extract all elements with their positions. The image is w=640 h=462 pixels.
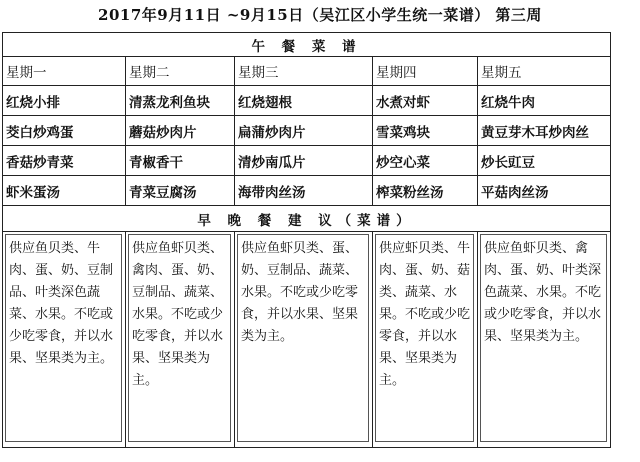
advice-text: 供应鱼贝类、牛肉、蛋、奶、豆制品、叶类深色蔬菜、水果。不吃或少吃零食，并以水果、坚果类为主。 <box>5 234 122 442</box>
advice-text: 供应鱼虾贝类、禽肉、蛋、奶、豆制品、蔬菜、水果。不吃或少吃零食，并以水果、坚果类为主。 <box>128 234 231 442</box>
dish-cell: 榨菜粉丝汤 <box>373 176 478 206</box>
breakfast-dinner-heading: 早 晚 餐 建 议（菜谱） <box>3 206 611 232</box>
advice-cell <box>126 232 235 448</box>
day-header-fri: 星期五 <box>478 57 611 86</box>
dish-cell: 虾米蛋汤 <box>3 176 126 206</box>
dish-cell: 蘑菇炒肉片 <box>126 116 235 146</box>
dish-cell: 炒长豇豆 <box>478 146 611 176</box>
dish-cell: 红烧小排 <box>3 86 126 116</box>
dish-cell: 茭白炒鸡蛋 <box>3 116 126 146</box>
menu-row <box>3 86 611 116</box>
advice-cell <box>478 232 611 448</box>
lunch-heading: 午 餐 菜 谱 <box>3 33 611 57</box>
menu-table <box>2 32 611 448</box>
menu-row <box>3 116 611 146</box>
advice-text: 供应虾贝类、牛肉、蛋、奶、菇类、蔬菜、水果。不吃或少吃零食，并以水果、坚果类为主。 <box>375 234 474 442</box>
day-header-wed: 星期三 <box>235 57 373 86</box>
dish-cell: 红烧牛肉 <box>478 86 611 116</box>
dish-cell: 红烧翅根 <box>235 86 373 116</box>
dish-cell: 水煮对虾 <box>373 86 478 116</box>
dish-cell: 青椒香干 <box>126 146 235 176</box>
advice-cell <box>235 232 373 448</box>
dish-cell: 香菇炒青菜 <box>3 146 126 176</box>
page-title: 2017年9月11日 ~9月15日（吴江区小学生统一菜谱） 第三周 <box>98 6 542 24</box>
dish-cell: 海带肉丝汤 <box>235 176 373 206</box>
dish-cell: 青菜豆腐汤 <box>126 176 235 206</box>
menu-row <box>3 176 611 206</box>
day-header-tue: 星期二 <box>126 57 235 86</box>
menu-row <box>3 146 611 176</box>
dish-cell: 炒空心菜 <box>373 146 478 176</box>
dish-cell: 黄豆芽木耳炒肉丝 <box>478 116 611 146</box>
advice-text: 供应鱼虾贝类、禽肉、蛋、奶、叶类深色蔬菜、水果。不吃或少吃零食，并以水果、坚果类为主。 <box>480 234 607 442</box>
day-header-thu: 星期四 <box>373 57 478 86</box>
advice-text: 供应鱼虾贝类、蛋、奶、豆制品、蔬菜、水果。不吃或少吃零食，并以水果、坚果类为主。 <box>237 234 369 442</box>
dish-cell: 清蒸龙利鱼块 <box>126 86 235 116</box>
advice-cell <box>373 232 478 448</box>
advice-cell <box>3 232 126 448</box>
dish-cell: 扁蒲炒肉片 <box>235 116 373 146</box>
dish-cell: 平菇肉丝汤 <box>478 176 611 206</box>
dish-cell: 雪菜鸡块 <box>373 116 478 146</box>
day-header-mon: 星期一 <box>3 57 126 86</box>
dish-cell: 清炒南瓜片 <box>235 146 373 176</box>
